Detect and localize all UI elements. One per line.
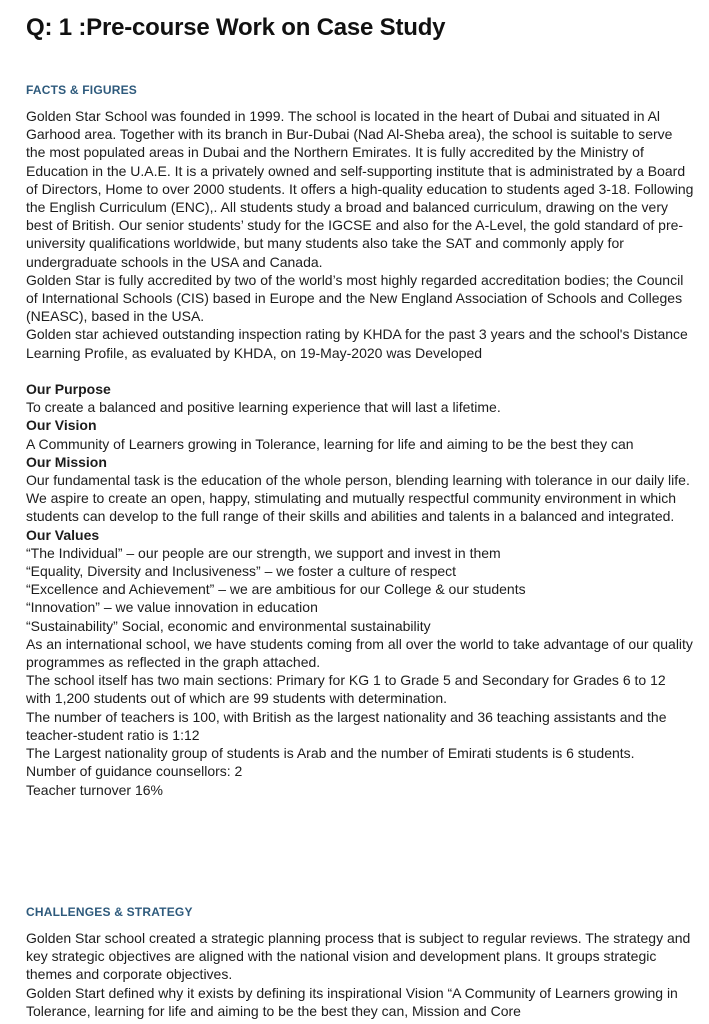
challenges-paragraph-1: Golden Star school created a strategic planning process that is subject to regular reviews. The strategy and key strategic objectives are aligned with the national vision and development plans. It groups strategic themes and corporate objectives. bbox=[26, 930, 691, 983]
value-item: “Sustainability” Social, economic and environmental sustainability bbox=[26, 617, 431, 634]
mission-text: Our fundamental task is the education of the whole person, blending learning with tolerance in our daily life. We aspire to create an open, happy, stimulating and mutually respectful community environment in which students can develop to the full range of their skills and abilities and talents in a balanced and integrated. bbox=[26, 472, 690, 525]
vision-text: A Community of Learners growing in Tolerance, learning for life and aiming to be the best they can bbox=[26, 435, 634, 452]
counsellors-text: Number of guidance counsellors: 2 bbox=[26, 763, 243, 780]
value-item: “The Individual” – our people are our strength, we support and invest in them bbox=[26, 544, 501, 561]
nationality-text: The Largest nationality group of students is Arab and the number of Emirati students is 6 students. bbox=[26, 745, 635, 762]
value-item: “Innovation” – we value innovation in education bbox=[26, 599, 318, 616]
section-heading-challenges: CHALLENGES & STRATEGY bbox=[26, 905, 193, 919]
purpose-heading: Our Purpose bbox=[26, 381, 111, 398]
spacer bbox=[26, 362, 694, 380]
value-item: “Equality, Diversity and Inclusiveness” – we foster a culture of respect bbox=[26, 563, 457, 580]
values-heading: Our Values bbox=[26, 526, 100, 543]
facts-paragraph-3: Golden star achieved outstanding inspection rating by KHDA for the past 3 years and the school's Distance Learning Profile, as evaluated by KHDA, on 19-May-2020 was Developed bbox=[26, 326, 688, 361]
value-item: “Excellence and Achievement” – we are ambitious for our College & our students bbox=[26, 581, 526, 598]
international-text: As an international school, we have students coming from all over the world to take advantage of our quality programmes as reflected in the graph attached. bbox=[26, 635, 693, 671]
section-heading-facts: FACTS & FIGURES bbox=[26, 83, 138, 97]
mission-heading: Our Mission bbox=[26, 453, 107, 470]
facts-block bbox=[26, 107, 694, 799]
vision-heading: Our Vision bbox=[26, 417, 97, 434]
purpose-text: To create a balanced and positive learning experience that will last a lifetime. bbox=[26, 399, 501, 416]
turnover-text: Teacher turnover 16% bbox=[26, 781, 163, 798]
page-title: Q: 1 :Pre-course Work on Case Study bbox=[26, 14, 446, 41]
facts-paragraph-1: Golden Star School was founded in 1999. The school is located in the heart of Dubai and situated in Al Garhood area. Together with its branch in Bur-Dubai (Nad Al-Sheba area), the school is suitable to serve the most populated areas in Dubai and the Northern Emirates. It is fully accredited by the Ministry of Education in the U.A.E. It is a privately owned and self-supporting institute that is administrated by a Board of Directors, Home to over 2000 students. It offers a high-quality education to students aged 3-18. Following the English Curriculum (ENC),. All students study a broad and balanced curriculum, drawing on the very best of British. Our senior students’ study for the IGCSE and also for the A-Level, the gold standard of pre-university qualifications worldwide, but many students also take the SAT and commonly apply for undergraduate schools in the USA and Canada. bbox=[26, 108, 694, 270]
facts-paragraph-2: Golden Star is fully accredited by two of the world’s most highly regarded accreditation bodies; the Council of International Schools (CIS) based in Europe and the New England Association of Schools and Colleges (NEASC), based in the USA. bbox=[26, 271, 684, 325]
sections-text: The school itself has two main sections: Primary for KG 1 to Grade 5 and Secondary for Grades 6 to 12 with 1,200 students out of which are 99 students with determination. bbox=[26, 672, 666, 707]
teachers-text: The number of teachers is 100, with British as the largest nationality and 36 teaching assistants and the teacher-student ratio is 1:12 bbox=[26, 708, 667, 743]
challenges-block bbox=[26, 929, 694, 1020]
challenges-paragraph-2: Golden Start defined why it exists by defining its inspirational Vision “A Community of Learners growing in Tolerance, learning for life and aiming to be the best they can, Mission and Core bbox=[26, 984, 678, 1019]
